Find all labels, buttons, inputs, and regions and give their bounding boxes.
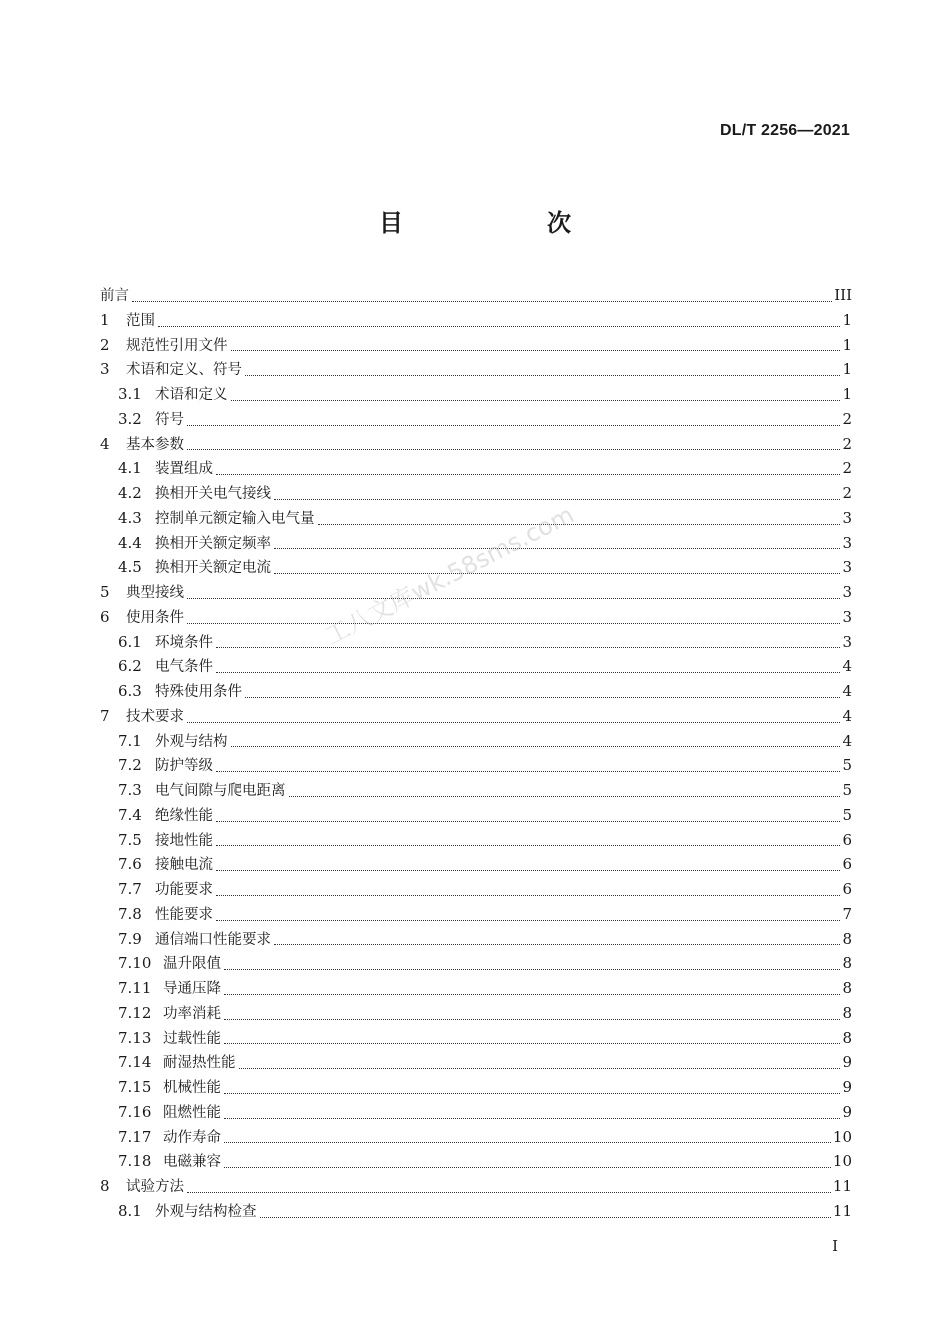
- toc-dot-leader: [224, 1118, 840, 1119]
- toc-entry[interactable]: [100, 704, 852, 729]
- toc-entry-page: 3: [842, 632, 852, 651]
- toc-entry[interactable]: [100, 927, 852, 952]
- toc-dot-leader: [318, 524, 841, 525]
- toc-entry-number: 3.2: [118, 409, 142, 428]
- toc-entry[interactable]: [100, 407, 852, 432]
- toc-entry-page: 10: [832, 1127, 852, 1146]
- toc-entry-label: 试验方法: [126, 1179, 184, 1195]
- toc-dot-leader: [132, 301, 832, 302]
- toc-entry-label: 功能要求: [155, 882, 213, 898]
- toc-dot-leader: [224, 1093, 840, 1094]
- toc-entry[interactable]: [100, 308, 852, 333]
- toc-entry[interactable]: [100, 679, 852, 704]
- toc-entry-label: 技术要求: [126, 708, 184, 725]
- toc-entry[interactable]: [100, 382, 852, 407]
- toc-entry-number: 7.18: [118, 1152, 152, 1171]
- toc-dot-leader: [187, 722, 840, 723]
- toc-dot-leader: [216, 870, 840, 871]
- page-title: 目 次: [379, 209, 631, 237]
- toc-entry-page: III: [834, 286, 852, 304]
- toc-entry-number: 4.4: [118, 533, 142, 552]
- toc-entry[interactable]: [100, 654, 852, 679]
- toc-entry-label: 外观与结构检查: [155, 1203, 257, 1220]
- toc-dot-leader: [216, 821, 840, 822]
- toc-entry-label: 使用条件: [126, 609, 184, 626]
- toc-entry-number: 7.10: [118, 954, 152, 973]
- toc-dot-leader: [216, 647, 840, 648]
- toc-entry[interactable]: [100, 778, 852, 803]
- toc-entry-page: 3: [842, 558, 852, 577]
- toc-dot-leader: [224, 1142, 831, 1143]
- toc-entry-page: 8: [842, 1028, 852, 1047]
- toc-entry-number: 7.13: [118, 1028, 152, 1047]
- toc-entry-label: 范围: [126, 312, 155, 329]
- toc-dot-leader: [216, 920, 840, 921]
- toc-entry-number: 7.7: [118, 880, 142, 898]
- toc-entry-page: 2: [842, 434, 852, 453]
- toc-entry-page: 11: [832, 1201, 852, 1220]
- toc-entry-label: 接地性能: [155, 832, 213, 849]
- toc-dot-leader: [187, 623, 840, 624]
- toc-entry-label: 温升限值: [163, 956, 221, 973]
- toc-entry-page: 8: [842, 954, 852, 973]
- toc-dot-leader: [216, 474, 840, 475]
- toc-entry-label: 功率消耗: [163, 1005, 221, 1022]
- toc-entry-label: 术语和定义、符号: [126, 362, 242, 379]
- toc-entry-page: 9: [842, 1053, 852, 1072]
- toc-entry-number: 4.5: [118, 558, 142, 577]
- toc-entry-page: 2: [842, 409, 852, 428]
- toc-entry-number: 7.15: [118, 1078, 152, 1096]
- toc-dot-leader: [274, 573, 840, 574]
- toc-entry-page: 1: [842, 335, 852, 354]
- toc-entry-label: 电磁兼容: [163, 1154, 221, 1171]
- toc-entry-page: 4: [842, 731, 852, 750]
- toc-entry-page: 4: [842, 682, 852, 700]
- toc-entry-label: 机械性能: [163, 1080, 221, 1096]
- toc-entry-label: 电气条件: [155, 659, 213, 676]
- toc-entry-number: 7.16: [118, 1102, 152, 1121]
- toc-entry[interactable]: [100, 1001, 852, 1026]
- toc-dot-leader: [274, 944, 840, 945]
- toc-dot-leader: [187, 425, 840, 426]
- toc-entry-number: 7.9: [118, 929, 142, 948]
- toc-entry-number: 7.14: [118, 1053, 152, 1072]
- toc-entry-page: 5: [842, 756, 852, 775]
- toc-entry-label: 过载性能: [163, 1030, 221, 1047]
- toc-entry-page: 3: [842, 533, 852, 552]
- toc-entry-page: 5: [842, 781, 852, 799]
- toc-entry-page: 3: [842, 607, 852, 626]
- toc-entry-page: 7: [842, 904, 852, 923]
- toc-entry[interactable]: [100, 753, 852, 778]
- toc-entry[interactable]: [100, 456, 852, 481]
- toc-entry[interactable]: [100, 605, 852, 630]
- toc-dot-leader: [224, 994, 840, 995]
- toc-dot-leader: [216, 771, 840, 772]
- toc-entry-number: 7.3: [118, 781, 142, 799]
- toc-entry-label: 阻燃性能: [163, 1104, 221, 1121]
- toc-entry-page: 9: [842, 1102, 852, 1121]
- toc-entry[interactable]: [100, 976, 852, 1001]
- toc-entry-label: 环境条件: [155, 634, 213, 651]
- toc-entry-page: 8: [842, 929, 852, 948]
- toc-entry-page: 9: [842, 1078, 852, 1096]
- toc-entry-page: 5: [842, 805, 852, 824]
- toc-entry[interactable]: [100, 729, 852, 754]
- toc-entry-label: 通信端口性能要求: [155, 931, 271, 948]
- toc-entry[interactable]: [100, 877, 852, 902]
- toc-dot-leader: [224, 1043, 840, 1044]
- toc-entry-label: 符号: [155, 411, 184, 428]
- toc-entry[interactable]: [100, 828, 852, 853]
- toc-entry-number: 6.1: [118, 632, 142, 651]
- toc-entry-page: 6: [842, 855, 852, 874]
- toc-dot-leader: [216, 845, 840, 846]
- toc-entry-number: 7.2: [118, 756, 142, 775]
- toc-entry-page: 11: [832, 1177, 852, 1195]
- toc-entry-label: 典型接线: [126, 585, 184, 601]
- toc-entry-number: 5: [100, 583, 110, 601]
- toc-dot-leader: [245, 375, 840, 376]
- toc-entry-number: 7.1: [118, 731, 142, 750]
- toc-entry-page: 1: [842, 360, 852, 379]
- toc-entry-number: 4.2: [118, 484, 142, 502]
- toc-entry[interactable]: [100, 1050, 852, 1075]
- toc-entry-page: 1: [842, 310, 852, 329]
- toc-entry[interactable]: [100, 852, 852, 877]
- toc-entry-number: 8: [100, 1177, 110, 1195]
- toc-entry[interactable]: [100, 1100, 852, 1125]
- toc-entry-label: 装置组成: [155, 461, 213, 478]
- toc-entry-label: 防护等级: [155, 758, 213, 775]
- toc-dot-leader: [289, 796, 841, 797]
- toc-dot-leader: [260, 1217, 831, 1218]
- toc-dot-leader: [187, 1192, 831, 1193]
- toc-entry[interactable]: [100, 902, 852, 927]
- toc-entry-label: 动作寿命: [163, 1129, 221, 1146]
- toc-entry-page: 2: [842, 459, 852, 478]
- toc-entry-label: 绝缘性能: [155, 807, 213, 824]
- toc-entry-label: 电气间隙与爬电距离: [155, 783, 286, 799]
- toc-entry-page: 3: [842, 508, 852, 527]
- toc-entry-number: 3.1: [118, 385, 142, 403]
- toc-entry-page: 4: [842, 657, 852, 676]
- toc-entry[interactable]: [100, 1174, 852, 1199]
- toc-entry-number: 7.5: [118, 830, 142, 849]
- toc-entry[interactable]: [100, 951, 852, 976]
- toc-entry-number: 4.3: [118, 508, 142, 527]
- toc-entry-page: 2: [842, 484, 852, 502]
- toc-entry-label: 换相开关额定频率: [155, 535, 271, 552]
- document-code: DL/T 2256—2021: [720, 122, 850, 139]
- toc-entry-label: 术语和定义: [155, 387, 228, 403]
- toc-dot-leader: [231, 746, 841, 747]
- toc-dot-leader: [216, 895, 840, 896]
- toc-entry-number: 2: [100, 335, 110, 354]
- watermark: 工八文库wk.58sms.com: [320, 500, 579, 651]
- toc-entry-page: 6: [842, 830, 852, 849]
- toc-entry-number: 8.1: [118, 1201, 142, 1220]
- toc-entry-number: 7.12: [118, 1003, 152, 1022]
- toc-dot-leader: [231, 350, 841, 351]
- toc-entry-label: 前言: [100, 288, 129, 304]
- toc-entry[interactable]: [100, 432, 852, 457]
- toc-entry-number: 3: [100, 360, 110, 379]
- toc-dot-leader: [245, 697, 840, 698]
- toc-entry-label: 导通压降: [163, 981, 221, 997]
- toc-entry-page: 1: [842, 385, 852, 403]
- toc-entry-number: 7.11: [118, 979, 152, 997]
- toc-entry[interactable]: [100, 283, 852, 308]
- toc-dot-leader: [224, 969, 840, 970]
- toc-entry-label: 控制单元额定输入电气量: [155, 510, 315, 527]
- toc-entry[interactable]: [100, 481, 852, 506]
- toc-dot-leader: [216, 672, 840, 673]
- toc-entry-page: 6: [842, 880, 852, 898]
- toc-entry-number: 7: [100, 706, 110, 725]
- toc-entry-number: 6: [100, 607, 110, 626]
- toc-entry-page: 4: [842, 706, 852, 725]
- toc-entry[interactable]: [100, 1149, 852, 1174]
- toc-entry-number: 4: [100, 434, 110, 453]
- toc-entry[interactable]: [100, 357, 852, 382]
- toc-entry-label: 特殊使用条件: [155, 684, 242, 700]
- toc-entry-label: 规范性引用文件: [126, 337, 228, 354]
- toc-entry-label: 换相开关电气接线: [155, 486, 271, 502]
- toc-entry-number: 6.2: [118, 657, 142, 676]
- toc-entry-label: 外观与结构: [155, 733, 228, 750]
- toc-dot-leader: [274, 548, 840, 549]
- toc-entry-number: 7.17: [118, 1127, 152, 1146]
- toc-entry[interactable]: [100, 1125, 852, 1150]
- toc-entry[interactable]: [100, 1199, 852, 1224]
- toc-dot-leader: [239, 1068, 841, 1069]
- toc-entry-number: 7.4: [118, 805, 142, 824]
- toc-dot-leader: [224, 1019, 840, 1020]
- toc-entry-label: 耐湿热性能: [163, 1055, 236, 1072]
- toc-entry-page: 3: [842, 583, 852, 601]
- toc-entry-label: 换相开关额定电流: [155, 560, 271, 577]
- toc-dot-leader: [231, 400, 841, 401]
- footer-page-number: I: [832, 1237, 838, 1255]
- toc-entry[interactable]: [100, 803, 852, 828]
- toc-entry-number: 4.1: [118, 459, 142, 478]
- toc-dot-leader: [224, 1167, 831, 1168]
- toc-entry[interactable]: [100, 506, 852, 531]
- toc-entry-number: 7.6: [118, 855, 142, 874]
- toc-entry-label: 基本参数: [126, 436, 184, 453]
- toc-entry-page: 8: [842, 1003, 852, 1022]
- toc-dot-leader: [187, 598, 840, 599]
- toc-entry[interactable]: [100, 580, 852, 605]
- toc-entry-number: 1: [100, 310, 110, 329]
- toc-entry[interactable]: [100, 630, 852, 655]
- toc-entry[interactable]: [100, 333, 852, 358]
- toc-entry[interactable]: [100, 1026, 852, 1051]
- toc-entry[interactable]: [100, 1075, 852, 1100]
- toc-entry-label: 性能要求: [155, 906, 213, 923]
- table-of-contents: [100, 283, 852, 1224]
- toc-entry-number: 7.8: [118, 904, 142, 923]
- toc-entry-label: 接触电流: [155, 857, 213, 874]
- toc-dot-leader: [187, 449, 840, 450]
- toc-dot-leader: [158, 326, 840, 327]
- toc-entry-page: 10: [832, 1152, 852, 1171]
- toc-entry-number: 6.3: [118, 682, 142, 700]
- toc-entry-page: 8: [842, 979, 852, 997]
